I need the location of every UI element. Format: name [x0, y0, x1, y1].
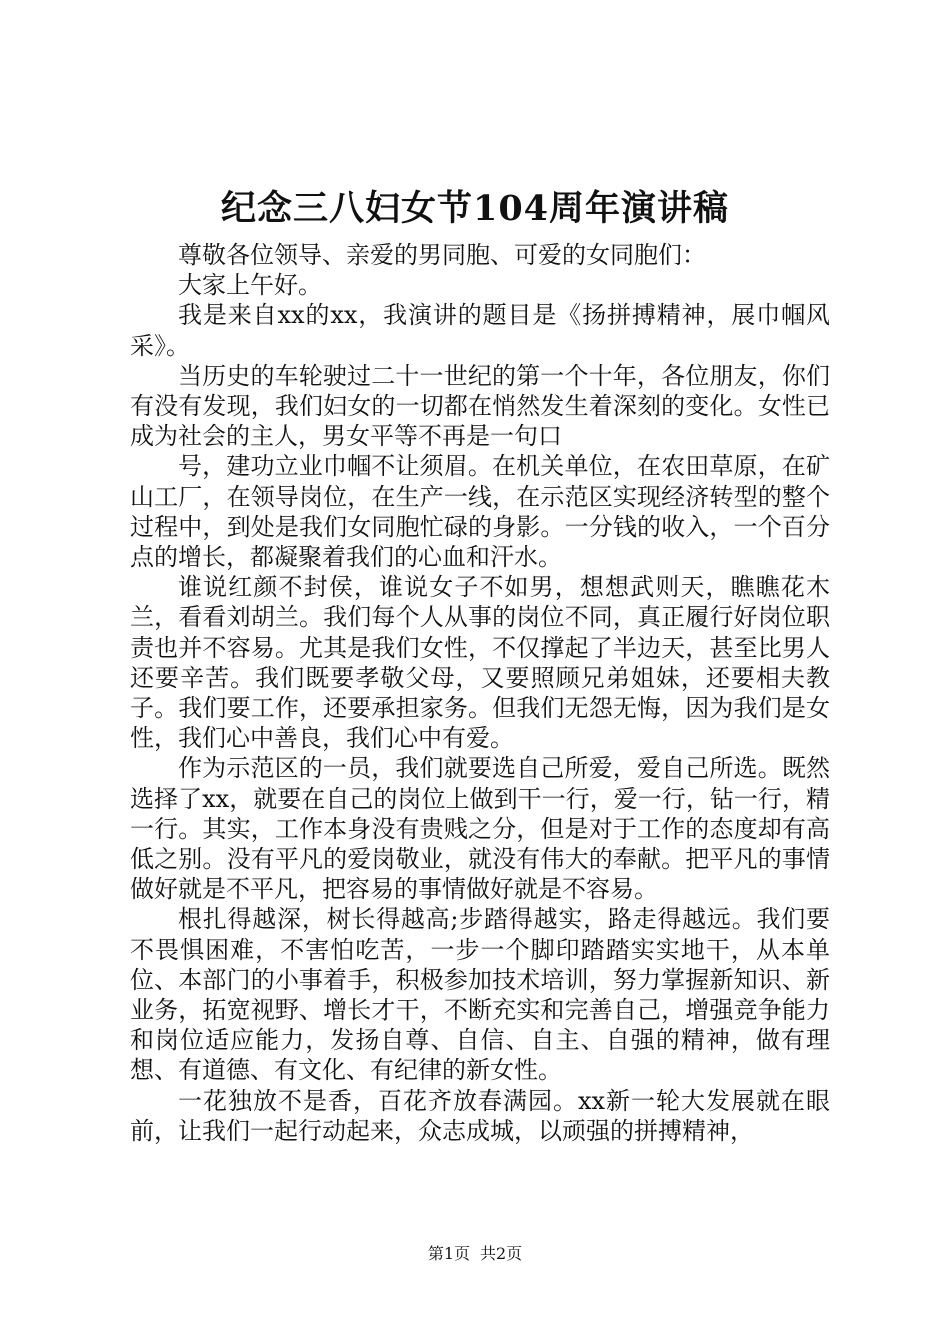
document-body: [130, 240, 830, 1146]
page-number: 第1页: [427, 1244, 470, 1263]
paragraph: 根扎得越深，树长得越高;步踏得越实，路走得越远。我们要不畏惧困难，不害怕吃苦，一步一个脚印踏踏实实地干，从本单位、本部门的小事着手，积极参加技术培训，努力掌握新知识、新业务，拓宽视野、增长才干，不断充实和完善自己，增强竞争能力和岗位适应能力，发扬自尊、自信、自主、自强的精神，做有理想、有道德、有文化、有纪律的新女性。: [130, 905, 830, 1085]
paragraph: 号，建功立业巾帼不让须眉。在机关单位，在农田草原，在矿山工厂，在领导岗位，在生产一线，在示范区实现经济转型的整个过程中，到处是我们女同胞忙碌的身影。一分钱的收入，一个百分点的增长，都凝聚着我们的心血和汗水。: [130, 452, 830, 572]
paragraph: 谁说红颜不封侯，谁说女子不如男，想想武则天，瞧瞧花木兰，看看刘胡兰。我们每个人从事的岗位不同，真正履行好岗位职责也并不容易。尤其是我们女性，不仅撑起了半边天，甚至比男人还要辛苦。我们既要孝敬父母，又要照顾兄弟姐妹，还要相夫教子。我们要工作，还要承担家务。但我们无怨无悔，因为我们是女性，我们心中善良，我们心中有爱。: [130, 573, 830, 753]
paragraph-salutation: 尊敬各位领导、亲爱的男同胞、可爱的女同胞们：: [178, 241, 706, 269]
page-footer: [0, 1243, 950, 1265]
paragraph: 作为示范区的一员，我们就要选自己所爱，爱自己所选。既然选择了xx，就要在自己的岗位上做到干一行，爱一行，钻一行，精一行。其实，工作本身没有贵贱之分，但是对于工作的态度却有高低之别。没有平凡的爱岗敬业，就没有伟大的奉献。把平凡的事情做好就是不平凡，把容易的事情做好就是不容易。: [130, 754, 830, 904]
paragraph: 一花独放不是香，百花齐放春满园。xx新一轮大发展就在眼前，让我们一起行动起来，众志成城，以顽强的拼搏精神，: [130, 1086, 830, 1145]
page-total: 共2页: [480, 1244, 523, 1263]
document-title: 纪念三八妇女节104周年演讲稿: [220, 188, 730, 229]
paragraph-introduction: 我是来自xx的xx，我演讲的题目是《扬拼搏精神，展巾帼风采》。: [130, 301, 830, 360]
paragraph: 当历史的车轮驶过二十一世纪的第一个十年，各位朋友，你们有没有发现，我们妇女的一切都在悄然发生着深刻的变化。女性已成为社会的主人，男女平等不再是一句口: [130, 361, 830, 451]
paragraph-greeting: 大家上午好。: [178, 271, 322, 300]
